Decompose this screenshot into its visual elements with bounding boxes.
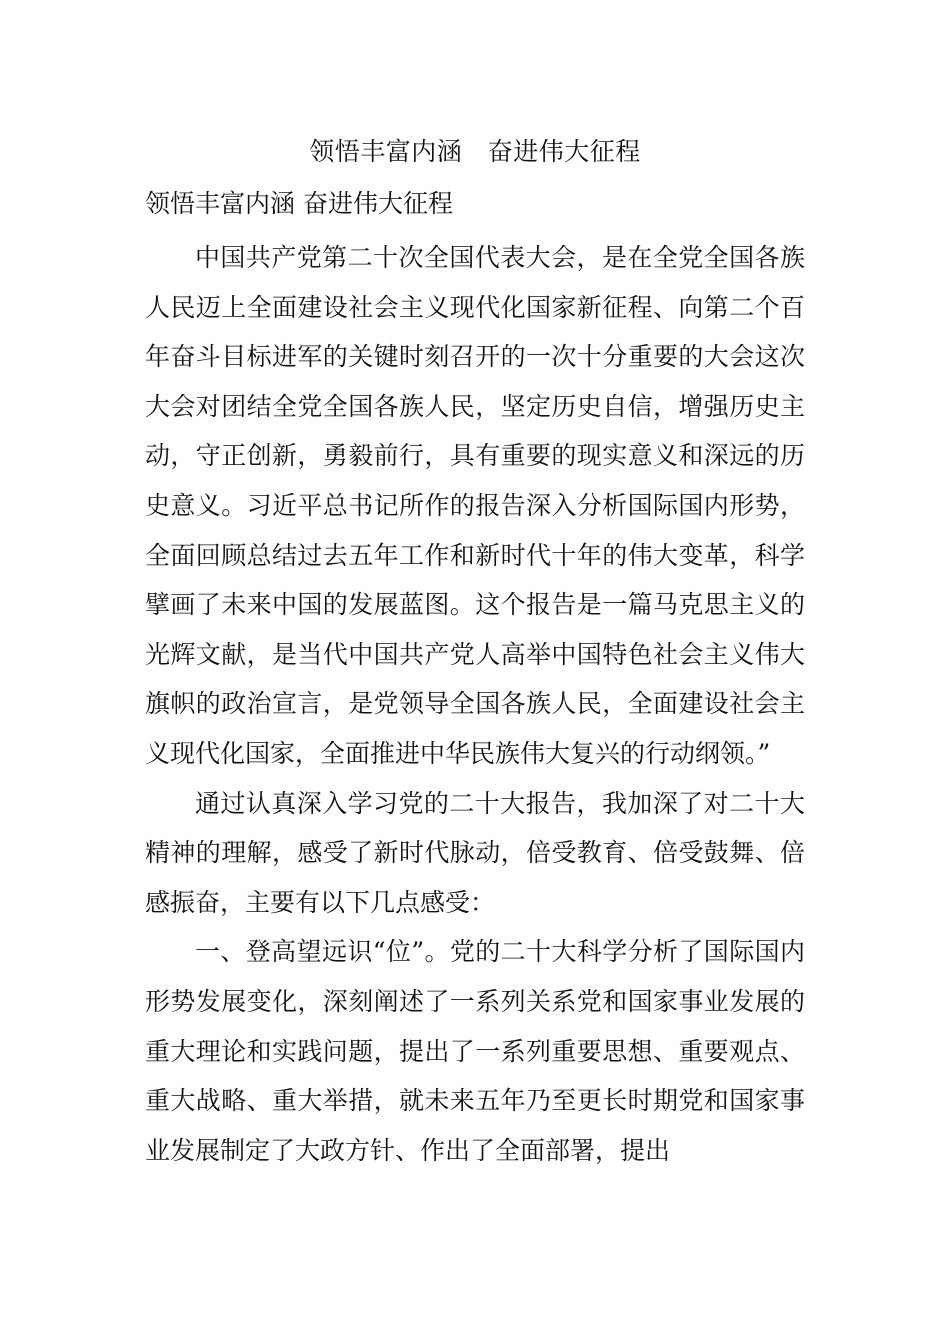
body-paragraph: 通过认真深入学习党的二十大报告，我加深了对二十大精神的理解，感受了新时代脉动，倍受教育、倍受鼓舞、倍感振奋，主要有以下几点感受：	[145, 788, 805, 917]
document-subtitle: 领悟丰富内涵 奋进伟大征程	[145, 189, 453, 218]
document-body	[145, 183, 805, 1175]
document-title: 领悟丰富内涵 奋进伟大征程	[309, 137, 641, 166]
body-paragraph: 中国共产党第二十次全国代表大会，是在全党全国各族人民迈上全面建设社会主义现代化国家新征程、向第二个百年奋斗目标进军的关键时刻召开的一次十分重要的大会这次大会对团结全党全国各族人民，坚定历史自信，增强历史主动，守正创新，勇毅前行，具有重要的现实意义和深远的历史意义。习近平总书记所作的报告深入分析国际国内形势，全面回顾总结过去五年工作和新时代十年的伟大变革，科学擘画了未来中国的发展蓝图。这个报告是一篇马克思主义的光辉文献，是当代中国共产党人高举中国特色社会主义伟大旗帜的政治宣言，是党领导全国各族人民，全面建设社会主义现代化国家，全面推进中华民族伟大复兴的行动纲领。”	[145, 243, 805, 768]
body-paragraph: 一、登高望远识“位”。党的二十大科学分析了国际国内形势发展变化，深刻阐述了一系列关系党和国家事业发展的重大理论和实践问题，提出了一系列重要思想、重要观点、重大战略、重大举措，就未来五年乃至更长时期党和国家事业发展制定了大政方针、作出了全面部署，提出	[145, 937, 805, 1165]
